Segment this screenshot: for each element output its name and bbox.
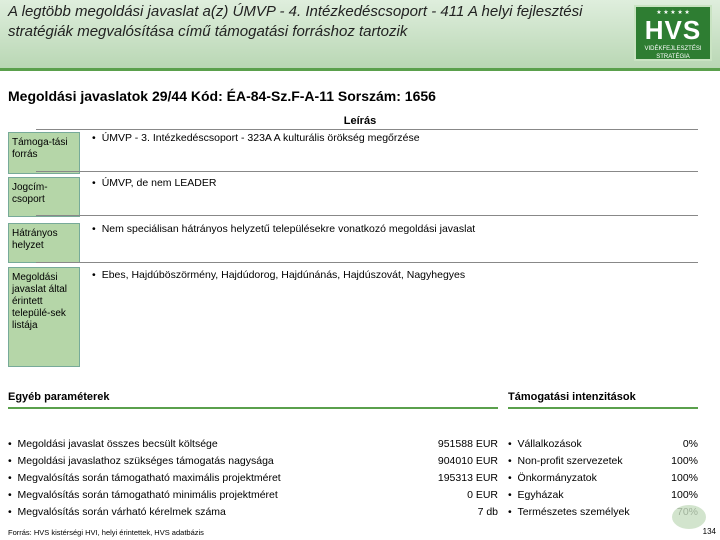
row-text-telepulesek xyxy=(92,268,465,282)
row-label-tamogatasi-forras: Támoga-tási forrás xyxy=(8,132,80,174)
params-list xyxy=(8,436,498,521)
param-label: Megvalósítás során támogatható minimális projektméret xyxy=(17,489,278,501)
row-value: ÚMVP, de nem LEADER xyxy=(101,177,217,189)
subtitle: Megoldási javaslatok 29/44 Kód: ÉA-84-Sz.F-A-11 Sorszám: 1656 xyxy=(8,88,436,104)
bullet: • xyxy=(8,489,12,501)
row-label-jogcimcsoport: Jogcím-csoport xyxy=(8,177,80,217)
params-title: Egyéb paraméterek xyxy=(8,391,110,403)
bullet: • xyxy=(508,506,512,518)
intensity-label: Non-profit szervezetek xyxy=(517,455,623,467)
list-item xyxy=(8,453,498,470)
list-item xyxy=(508,487,698,504)
list-item xyxy=(8,504,498,521)
bullet: • xyxy=(92,132,96,144)
params-divider xyxy=(8,407,498,409)
row-label-telepulesek: Megoldási javaslat által érintett települé-sek listája xyxy=(8,267,80,367)
umvp-stamp xyxy=(672,505,706,529)
param-label: Megoldási javaslat összes becsült költsége xyxy=(17,438,218,450)
source-note: Forrás: HVS kistérségi HVI, helyi érintettek, HVS adatbázis xyxy=(8,528,204,537)
intensity-list xyxy=(508,436,698,521)
intensity-label: Természetes személyek xyxy=(517,506,630,518)
row-text-hatranyos-helyzet xyxy=(92,222,475,236)
bullet: • xyxy=(8,506,12,518)
divider xyxy=(36,171,698,172)
header-banner xyxy=(0,0,720,71)
intensity-value: 100% xyxy=(671,455,698,467)
param-value: 0 EUR xyxy=(467,489,498,501)
list-item xyxy=(8,436,498,453)
param-value: 951588 EUR xyxy=(437,438,498,450)
bullet: • xyxy=(8,438,12,450)
intensity-value: 100% xyxy=(671,472,698,484)
param-label: Megoldási javaslathoz szükséges támogatás nagysága xyxy=(17,455,274,467)
leiras-heading: Leírás xyxy=(343,115,377,127)
intensity-title: Támogatási intenzitások xyxy=(508,391,636,403)
bullet: • xyxy=(508,455,512,467)
page-number: 134 xyxy=(702,527,716,536)
param-value: 195313 EUR xyxy=(437,472,498,484)
intensity-divider xyxy=(508,407,698,409)
bullet: • xyxy=(8,472,12,484)
bullet: • xyxy=(8,455,12,467)
row-label-hatranyos-helyzet: Hátrányos helyzet xyxy=(8,223,80,263)
row-value: Ebes, Hajdúböszörmény, Hajdúdorog, Hajdúnánás, Hajdúszovát, Nagyhegyes xyxy=(101,269,466,281)
row-value: ÚMVP - 3. Intézkedéscsoport - 323A A kulturális örökség megőrzése xyxy=(101,132,420,144)
bullet: • xyxy=(508,489,512,501)
list-item xyxy=(508,504,698,521)
row-text-jogcimcsoport xyxy=(92,176,216,190)
list-item xyxy=(8,470,498,487)
intensity-value: 0% xyxy=(682,438,698,450)
bullet: • xyxy=(508,438,512,450)
hvs-logo xyxy=(634,5,712,61)
logo-subtext: VIDÉKFEJLESZTÉSI STRATÉGIA xyxy=(644,46,702,60)
bullet: • xyxy=(92,177,96,189)
bullet: • xyxy=(92,269,96,281)
divider xyxy=(36,129,698,130)
list-item xyxy=(8,487,498,504)
param-value: 7 db xyxy=(477,506,498,518)
param-value: 904010 EUR xyxy=(437,455,498,467)
page-title: A legtöbb megoldási javaslat a(z) ÚMVP - 4. Intézkedéscsoport - 411 A helyi fejlesztési stratégiák megvalósítása című támogatási forráshoz tartozik xyxy=(8,3,583,40)
divider xyxy=(36,262,698,263)
row-value: Nem speciálisan hátrányos helyzetű településekre vonatkozó megoldási javaslat xyxy=(101,223,476,235)
list-item xyxy=(508,470,698,487)
bullet: • xyxy=(508,472,512,484)
intensity-label: Vállalkozások xyxy=(517,438,582,450)
intensity-label: Egyházak xyxy=(517,489,564,501)
divider xyxy=(36,215,698,216)
intensity-label: Önkormányzatok xyxy=(517,472,597,484)
list-item xyxy=(508,453,698,470)
intensity-value: 100% xyxy=(671,489,698,501)
param-label: Megvalósítás során támogatható maximális projektméret xyxy=(17,472,281,484)
bullet: • xyxy=(92,223,96,235)
row-text-tamogatasi-forras xyxy=(92,131,420,145)
logo-text: HVS xyxy=(644,15,702,45)
logo-stars: ★ ★ ★ ★ ★ xyxy=(656,10,690,16)
param-label: Megvalósítás során várható kérelmek száma xyxy=(17,506,226,518)
list-item xyxy=(508,436,698,453)
